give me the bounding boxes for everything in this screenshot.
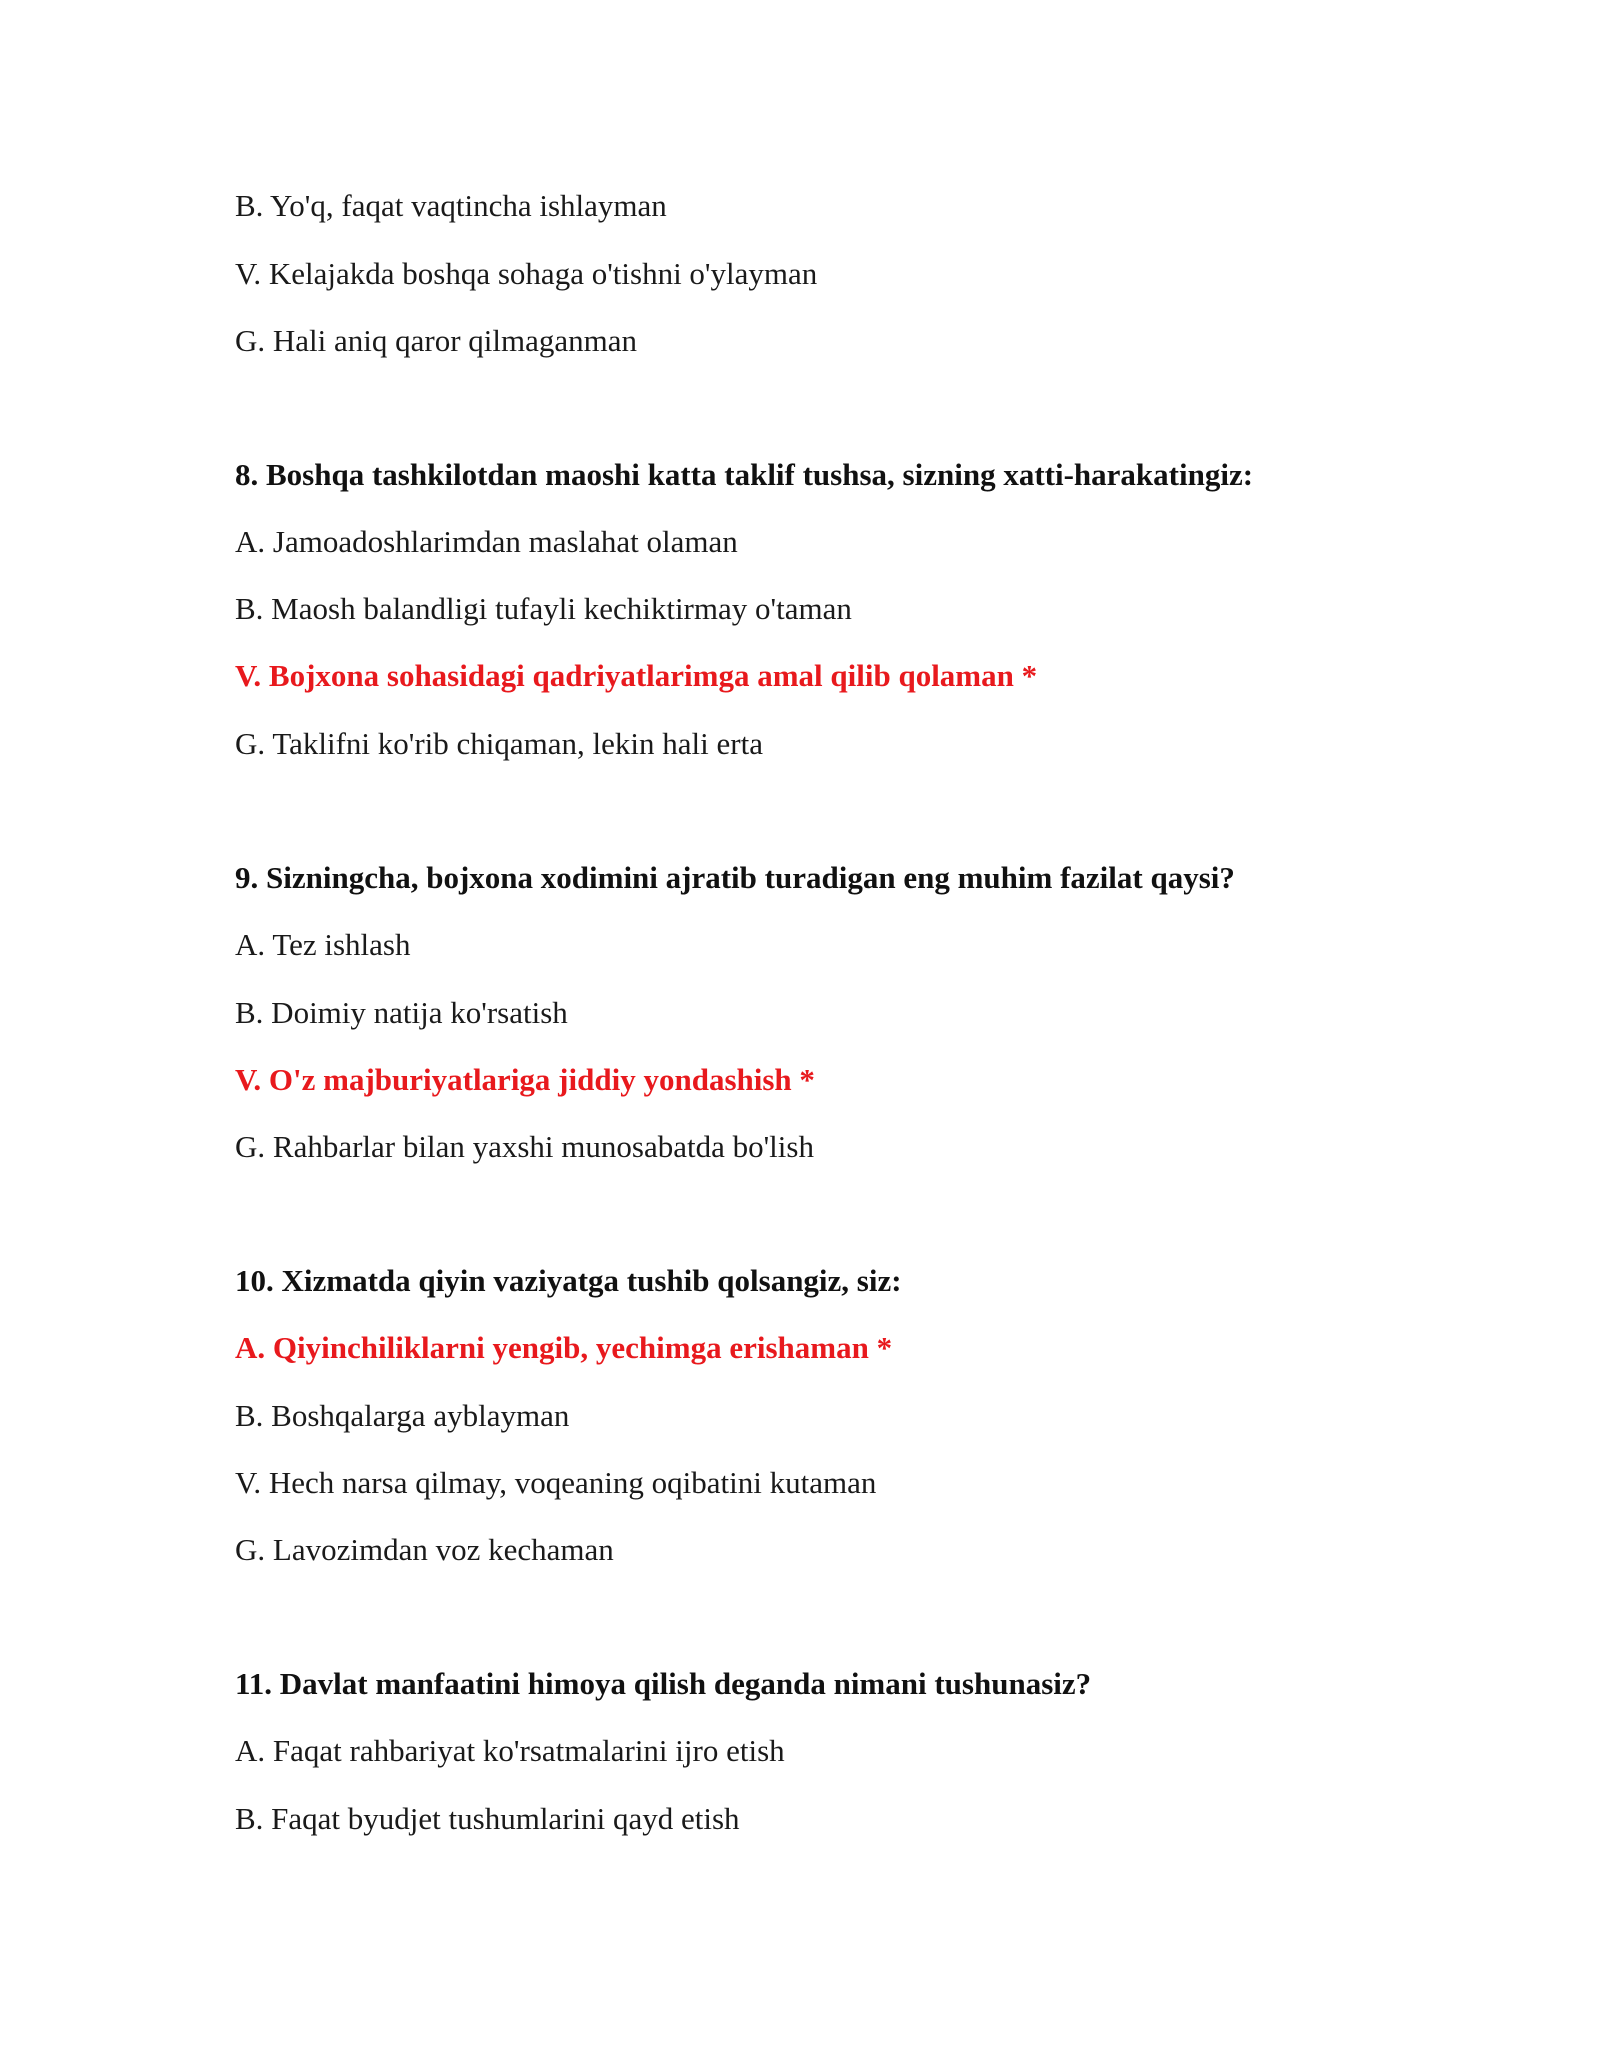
q7-option-b: B. Yo'q, faqat vaqtincha ishlayman bbox=[235, 188, 667, 223]
q10-question: 10. Xizmatda qiyin vaziyatga tushib qolsangiz, siz: bbox=[235, 1263, 902, 1298]
q8-option-a: A. Jamoadoshlarimdan maslahat olaman bbox=[235, 524, 738, 559]
q9-option-b: B. Doimiy natija ko'rsatish bbox=[235, 995, 568, 1030]
q10-option-g: G. Lavozimdan voz kechaman bbox=[235, 1532, 614, 1567]
q9-option-g: G. Rahbarlar bilan yaxshi munosabatda bo'lish bbox=[235, 1129, 814, 1164]
q10-option-a-correct: A. Qiyinchiliklarni yengib, yechimga erishaman * bbox=[235, 1330, 893, 1365]
q8-option-b: B. Maosh balandligi tufayli kechiktirmay o'taman bbox=[235, 591, 852, 626]
q10-option-v: V. Hech narsa qilmay, voqeaning oqibatini kutaman bbox=[235, 1465, 877, 1500]
q8-option-v-correct: V. Bojxona sohasidagi qadriyatlarimga amal qilib qolaman * bbox=[235, 658, 1038, 693]
q11-option-a: A. Faqat rahbariyat ko'rsatmalarini ijro etish bbox=[235, 1733, 785, 1768]
q7-option-v: V. Kelajakda boshqa sohaga o'tishni o'ylayman bbox=[235, 256, 818, 291]
q9-option-a: A. Tez ishlash bbox=[235, 927, 411, 962]
q11-question: 11. Davlat manfaatini himoya qilish deganda nimani tushunasiz? bbox=[235, 1666, 1092, 1701]
q8-question: 8. Boshqa tashkilotdan maoshi katta taklif tushsa, sizning xatti-harakatingiz: bbox=[235, 457, 1254, 492]
q11-option-b: B. Faqat byudjet tushumlarini qayd etish bbox=[235, 1801, 740, 1836]
q8-option-g: G. Taklifni ko'rib chiqaman, lekin hali erta bbox=[235, 726, 763, 761]
q9-question: 9. Sizningcha, bojxona xodimini ajratib turadigan eng muhim fazilat qaysi? bbox=[235, 860, 1235, 895]
q9-option-v-correct: V. O'z majburiyatlariga jiddiy yondashish * bbox=[235, 1062, 815, 1097]
q7-option-g: G. Hali aniq qaror qilmaganman bbox=[235, 323, 638, 358]
q10-option-b: B. Boshqalarga ayblayman bbox=[235, 1398, 570, 1433]
